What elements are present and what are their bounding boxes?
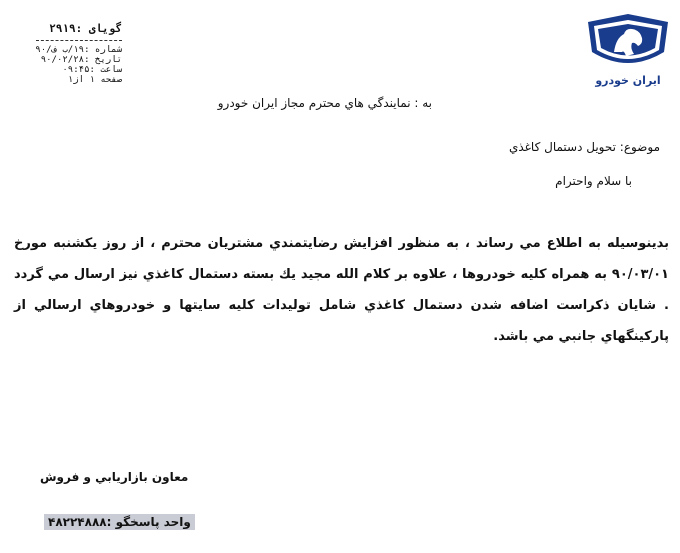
document-date: تاریخ :۹۰/۰۲/۲۸ (40, 55, 122, 65)
signature-title: معاون بازاريابي و فروش (40, 470, 189, 484)
recipient-line: به : نمايندگي هاي محترم مجاز ايران خودرو (217, 96, 432, 110)
horse-shield-icon (580, 12, 676, 74)
subject-line: موضوع: تحويل دستمال كاغذي (508, 140, 660, 154)
response-unit-phone: واحد پاسخگو :۴۸۲۲۴۸۸۸ (44, 514, 195, 530)
document-time: ساعت :۰۹:۴۵ (62, 65, 122, 75)
phone-line: گویای :۲۹۱۹ (49, 22, 122, 35)
document-page: صفحه ۱ از۱ (67, 75, 122, 85)
document-meta (22, 22, 122, 85)
logo-text: ایران خودرو (595, 74, 661, 87)
meta-divider (36, 40, 122, 41)
company-logo (580, 12, 676, 90)
greeting-line: با سلام واحترام (555, 174, 632, 188)
document-number: شماره :۱۹/ب ف/۹۰ (35, 45, 122, 55)
letter-body: بدينوسيله به اطلاع مي رساند ، به منظور افزايش رضايتمندي مشتريان محترم ، از روز يكشنبه مورخ ۹۰/۰۳/۰۱ به همراه كليه خودروها ، علاوه بر كلام الله مجيد يك بسته دستمال كاغذي نيز ارسال مي گردد . شايان ذكراست اضافه شدن دستمال كاغذي شامل توليدات كليه سايتها و خودروهاي ارسالي از پاركينگهاي جانبي مي باشد. (14, 236, 669, 344)
